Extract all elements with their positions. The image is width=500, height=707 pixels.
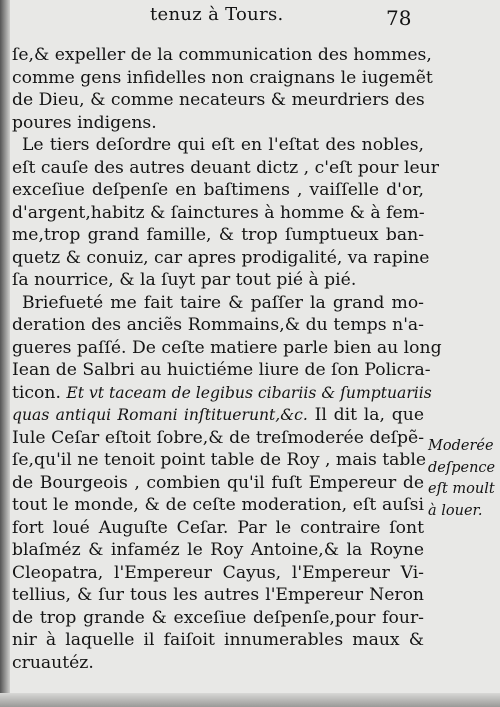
page-number: 78 [386, 6, 412, 30]
text-line: exceſiue deſpenſe en baſtimens , vaiſſelle d'or, [12, 180, 424, 200]
text-line: fort loué Auguſte Ceſar. Par le contraire ſont [12, 517, 424, 538]
text-line: de Bourgeois , combien qu'il fuſt Empereur de [12, 472, 424, 493]
latin-quotation: quas antiqui Romani inſtituerunt,&c. [12, 406, 308, 424]
text-line: de Dieu, & comme necateurs & meurdriers des [12, 90, 425, 110]
text-fragment: Il dit la, que [314, 405, 424, 425]
text-line: tout le monde, & de ceſte moderation, eſt auſsi [12, 495, 424, 515]
text-line: tellius, & ſur tous les autres l'Empereur Neron [12, 585, 424, 605]
text-line: deration des anciẽs Rommains,& du temps n'a- [12, 315, 424, 335]
text-line [12, 404, 424, 427]
text-line: ſe,& expeller de la communication des hommes, [12, 45, 432, 65]
paragraph-3 [12, 292, 442, 675]
text-line: Cleopatra, l'Empereur Cayus, l'Empereur Vi- [12, 562, 424, 583]
text-line: cruautéz. [12, 652, 94, 673]
text-line: quetz & conuiz, car apres prodigalité, va rapine [12, 247, 430, 268]
latin-quotation: Et vt taceam de legibus cibariis & ſumptuariis [66, 383, 432, 402]
text-line [12, 382, 432, 405]
paragraph-1 [12, 44, 433, 134]
text-line: Le tiers deſordre qui eſt en l'eſtat des nobles, [22, 135, 424, 155]
marginal-note-line: deſpence [428, 459, 496, 476]
marginal-note-line: à louer. [428, 502, 483, 519]
text-line: gueres paſſé. De ceſte matiere parle bien au long [12, 337, 442, 358]
text-fragment: ticon. [12, 382, 61, 403]
text-line: me,trop grand famille, & trop ſumptueux ban- [12, 225, 424, 245]
text-line: nir à laquelle il faiſoit innumerables maux & [12, 630, 424, 650]
marginal-note-line: eſt moult [428, 481, 495, 497]
text-line: Iean de Salbri au huictiéme liure de ſon Policra- [12, 360, 431, 380]
text-line: blaſméz & infaméz le Roy Antoine,& la Royne [12, 540, 424, 560]
text-line: d'argent,habitz & ſainctures à homme & à fem- [12, 202, 425, 223]
body-text [12, 44, 442, 674]
text-line: Iule Ceſar eſtoit ſobre,& de treſmoderée deſpẽ- [12, 427, 424, 448]
marginal-note [428, 436, 496, 522]
text-line: poures indigens. [12, 112, 157, 133]
text-line: Briefueté me fait taire & paſſer la grand mo- [22, 292, 424, 313]
marginal-note-line: Moderée [428, 438, 494, 454]
text-line: ſe,qu'il ne tenoit point table de Roy , mais table [12, 450, 427, 470]
text-line: eſt cauſe des autres deuant dictz , c'eſt pour leur [12, 157, 439, 178]
paragraph-2 [12, 134, 439, 292]
text-line: de trop grande & exceſiue deſpenſe,pour four- [12, 607, 424, 628]
text-line: comme gens infidelles non craignans le iugemẽt [12, 67, 433, 88]
text-line: ſa nourrice, & la ſuyt par tout pié à pié. [12, 270, 357, 290]
running-title: tenuz à Tours. [150, 4, 284, 25]
